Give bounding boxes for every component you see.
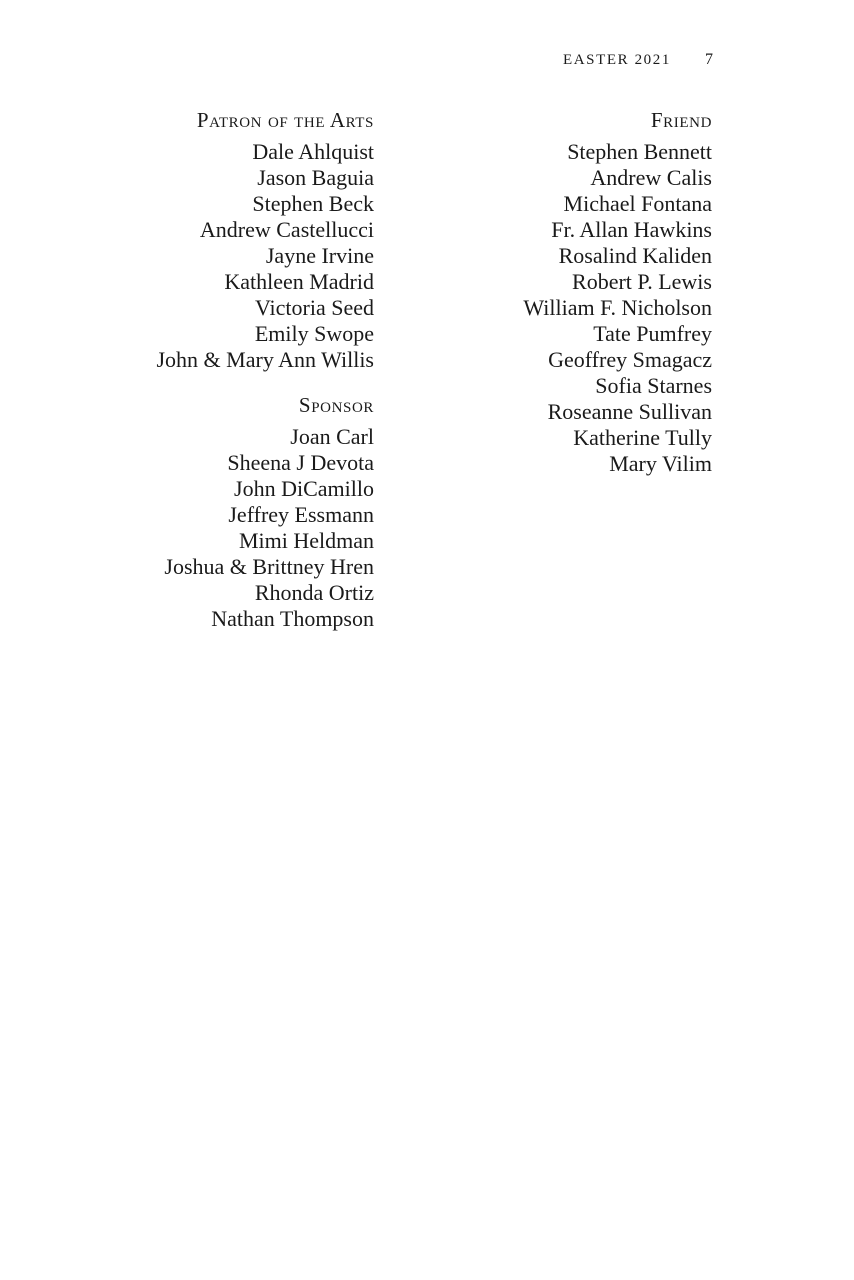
name-item: Rhonda Ortiz — [254, 580, 374, 605]
section-friend — [382, 105, 712, 477]
name-item: Roseanne Sullivan — [547, 399, 712, 424]
name-item: Victoria Seed — [254, 295, 374, 320]
section-heading: Friend — [650, 108, 712, 132]
name-item: Stephen Beck — [252, 191, 374, 216]
section-heading: Patron of the Arts — [196, 108, 374, 132]
name-list — [44, 424, 374, 632]
name-item: Robert P. Lewis — [572, 269, 712, 294]
name-item: John DiCamillo — [234, 476, 374, 501]
name-item: Sheena J Devota — [227, 450, 374, 475]
name-item: William F. Nicholson — [523, 295, 712, 320]
name-item: Jayne Irvine — [265, 243, 374, 268]
name-item: Joan Carl — [290, 424, 374, 449]
name-item: Mimi Heldman — [238, 528, 374, 553]
name-item: Sofia Starnes — [595, 373, 712, 398]
name-item: Jeffrey Essmann — [228, 502, 374, 527]
left-column — [44, 105, 374, 649]
name-item: Kathleen Madrid — [224, 269, 374, 294]
name-item: Dale Ahlquist — [252, 139, 374, 164]
name-item: Emily Swope — [254, 321, 374, 346]
running-head — [563, 51, 713, 75]
name-item: Andrew Castellucci — [199, 217, 374, 242]
running-head-title: EASTER 2021 — [562, 52, 671, 68]
section-patron-of-the-arts — [44, 105, 374, 373]
name-item: Jason Baguia — [257, 165, 374, 190]
name-item: Andrew Calis — [590, 165, 712, 190]
name-item: Tate Pumfrey — [593, 321, 712, 346]
page-number: 7 — [705, 51, 713, 68]
name-item: Fr. Allan Hawkins — [551, 217, 712, 242]
name-item: Mary Vilim — [609, 451, 712, 476]
name-list — [44, 139, 374, 373]
name-item: Joshua & Brittney Hren — [164, 554, 374, 579]
name-list — [382, 139, 712, 477]
name-item: Rosalind Kaliden — [558, 243, 712, 268]
section-heading: Sponsor — [298, 393, 374, 417]
name-item: Geoffrey Smagacz — [548, 347, 712, 372]
name-item: Stephen Bennett — [567, 139, 712, 164]
name-item: Katherine Tully — [573, 425, 712, 450]
name-item: Nathan Thompson — [211, 606, 374, 631]
name-item: John & Mary Ann Willis — [156, 347, 374, 372]
section-sponsor — [44, 390, 374, 632]
name-item: Michael Fontana — [563, 191, 712, 216]
right-column — [382, 105, 712, 494]
